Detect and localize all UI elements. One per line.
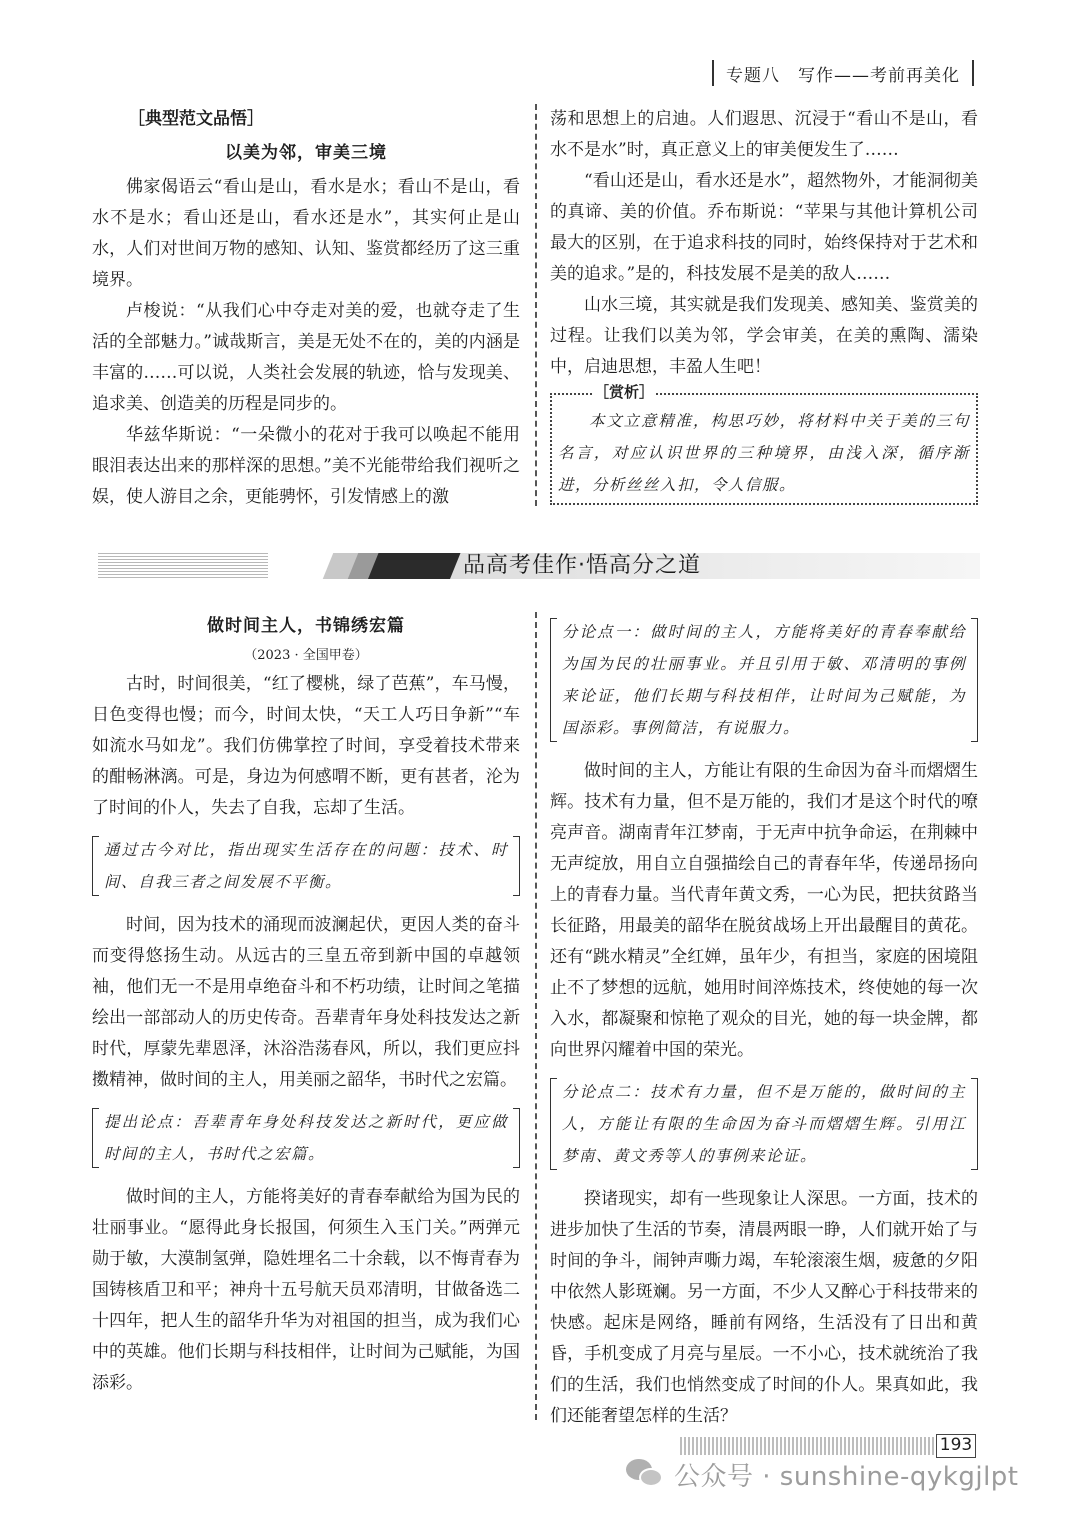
watermark-text: 公众号 · sunshine-qykgjlpt [674,1461,1019,1492]
banner-stripes [98,553,268,579]
comment-text: 提出论点：吾辈青年身处科技发达之新时代，更应做时间的主人，书时代之宏篇。 [104,1113,508,1163]
section1-left-column [92,104,520,513]
paragraph: 做时间的主人，方能将美好的青春奉献给为国为民的壮丽事业。“愿得此身长报国，何须生入玉门关。”两弹元勋于敏，大漠制氢弹，隐姓埋名二十余载，以不悔青春为国铸核盾卫和平；神舟十五号航天员邓清明，甘做备选二十四年，把人生的韶华升华为对祖国的担当，成为我们心中的英雄。他们长期与科技相伴，让时间为己赋能，为国添彩。 [92,1187,520,1393]
paragraph: 古时，时间很美，“红了樱桃，绿了芭蕉”，车马慢，日色变得也慢；而今，时间太快，“天工人巧日争新”“车如流水马如龙”。我们仿佛掌控了时间，享受着技术带来的酣畅淋漓。可是，身边为何感喟不断，更有甚者，沦为了时间的仆人，失去了自我，忘却了生活。 [92,674,520,818]
watermark [626,1452,1019,1496]
paragraph: “看山还是山，看水还是水”，超然物外，才能洞彻美的真谛、美的价值。乔布斯说：“苹果与其他计算机公司最大的区别，在于追求科技的同时，始终保持对于艺术和美的追求。”是的，科技发展不是美的敌人…… [550,171,978,284]
section-banner [98,551,980,581]
banner-title: 品高考佳作·悟高分之道 [463,553,701,578]
appreciation-label: ［赏析］ [592,380,656,404]
paragraph: 佛家偈语云“看山是山，看水是水；看山不是山，看水不是水；看山还是山，看水还是水”，其实何止是山水，人们对世间万物的感知、认知、鉴赏都经历了这三重境界。 [92,177,520,290]
comment-box [92,1106,520,1170]
column-divider-bottom [535,612,537,1420]
section1-right-column [550,104,978,505]
paragraph: 卢梭说：“从我们心中夺走对美的爱，也就夺走了生活的全部魅力。”诚哉斯言，美是无处不在的，美的内涵是丰富的……可以说，人类社会发展的轨迹，恰与发现美、追求美、创造美的历程是同步的。 [92,301,520,414]
column-divider-top [535,104,537,506]
comment-text: 分论点一：做时间的主人，方能将美好的青春奉献给为国为民的壮丽事业。并且引用于敏、邓清明的事例来论证，他们长期与科技相伴，让时间为己赋能，为国添彩。事例简洁，有说服力。 [562,623,966,737]
page-header [712,60,974,86]
paragraph: 时间，因为技术的涌现而波澜起伏，更因人类的奋斗而变得悠扬生动。从远古的三皇五帝到新中国的卓越领袖，他们无一不是用卓绝奋斗和不朽功绩，让时间之笔描绘出一部部动人的历史传奇。吾辈青年身处科技发达之新时代，厚蒙先辈恩泽，沐浴浩荡春风，所以，我们更应抖擞精神，做时间的主人，用美丽之韶华，书时代之宏篇。 [92,915,520,1090]
essay-title: 做时间主人，书锦绣宏篇 [207,616,405,636]
comment-box [550,616,978,744]
paragraph-continued: 荡和思想上的启迪。人们遐思、沉浸于“看山不是山，看水不是水”时，真正意义上的审美便发生了…… [550,109,978,160]
appreciation-box [550,383,978,505]
paragraph: 做时间的主人，方能让有限的生命因为奋斗而熠熠生辉。技术有力量，但不是万能的，我们才是这个时代的嘹亮声音。湖南青年江梦南，于无声中抗争命运，在荆棘中无声绽放，用自立自强描绘自己的青春年华，传递昂扬向上的青春力量。当代青年黄文秀，一心为民，把扶贫路当长征路，用最美的韶华在脱贫战场上开出最醒目的黄花。还有“跳水精灵”全红婵，虽年少，有担当，家庭的困境阻止不了梦想的远航，她用时间淬炼技术，终使她的每一次入水，都凝聚和惊艳了观众的目光，她的每一块金牌，都向世界闪耀着中国的荣光。 [550,761,978,1060]
section2-left-column [92,610,520,1399]
paragraph: 山水三境，其实就是我们发现美、感知美、鉴赏美的过程。让我们以美为邻，学会审美，在美的熏陶、濡染中，启迪思想，丰盈人生吧！ [550,295,978,377]
page-number: 193 [936,1434,976,1458]
paragraph: 揆诸现实，却有一些现象让人深思。一方面，技术的进步加快了生活的节奏，清晨两眼一睁，人们就开始了与时间的争斗，闹钟声嘶力竭，车轮滚滚生烟，疲惫的夕阳中依然人影斑斓。另一方面，不少人又醉心于科技带来的快感。起床是网络，睡前有网络，生活没有了日出和黄昏，手机变成了月亮与星辰。一不小心，技术就统治了我们的生活，我们也悄然变成了时间的仆人。果真如此，我们还能奢望怎样的生活？ [550,1189,978,1426]
essay-source: （2023 · 全国甲卷） [244,648,368,663]
comment-box [92,834,520,898]
section-tag: ［典型范文品悟］ [128,109,264,129]
comment-text: 通过古今对比，指出现实生活存在的问题：技术、时间、自我三者之间发展不平衡。 [104,841,508,891]
paragraph: 华兹华斯说：“一朵微小的花对于我可以唤起不能用眼泪表达出来的那样深的思想。”美不光能带给我们视听之娱，使人游目之余，更能骋怀，引发情感上的激 [92,425,520,507]
header-text: 专题八 写作——考前再美化 [726,65,960,86]
banner-black-block [368,553,461,579]
section2-right-column [550,610,978,1432]
comment-text: 分论点二：技术有力量，但不是万能的，做时间的主人，方能让有限的生命因为奋斗而熠熠生辉。引用江梦南、黄文秀等人的事例来论证。 [562,1083,966,1165]
essay-title: 以美为邻，审美三境 [225,143,387,163]
wechat-icon [626,1457,666,1491]
appreciation-text: 本文立意精准，构思巧妙，将材料中关于美的三句名言，对应认识世界的三种境界，由浅入深，循序渐进，分析丝丝入扣，令人信服。 [558,412,970,494]
comment-box [550,1076,978,1172]
